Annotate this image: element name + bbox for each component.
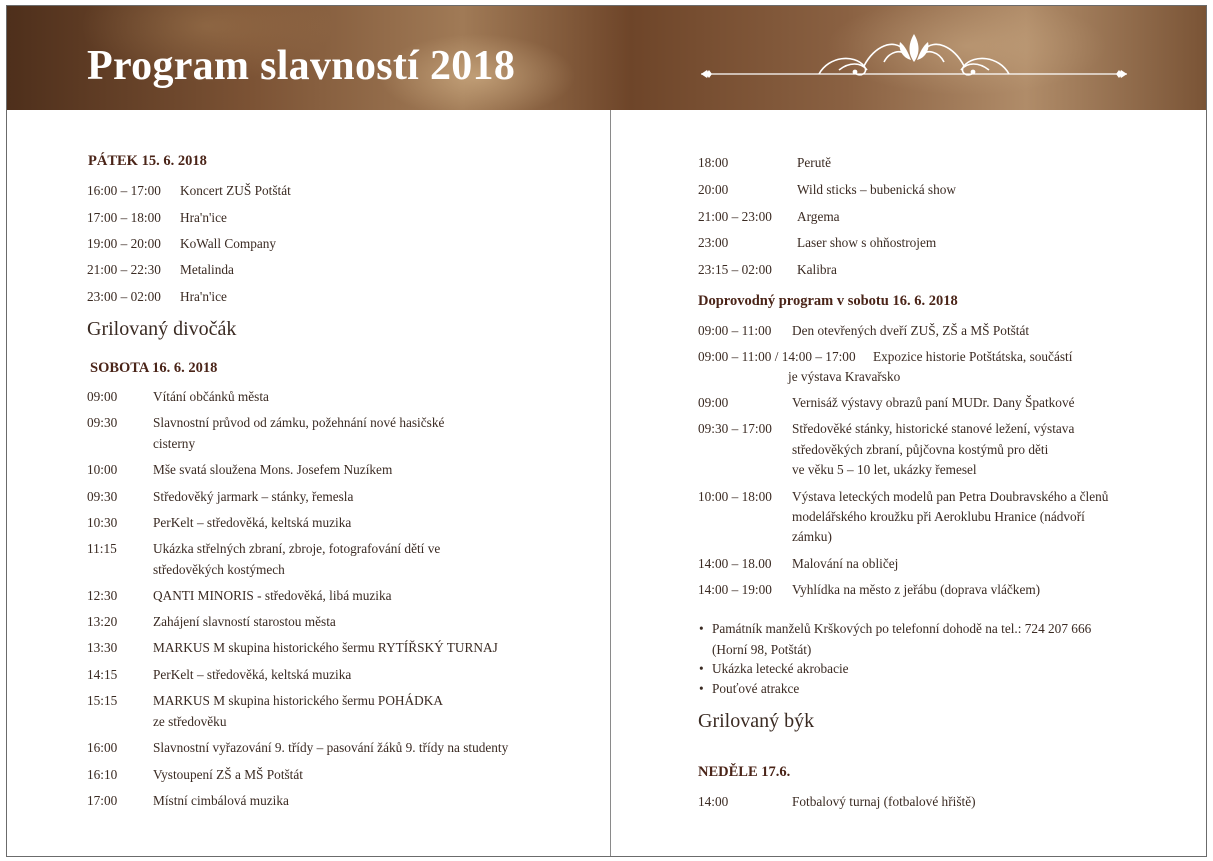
accompanying-time: 10:00 – 18:00: [698, 489, 772, 504]
saturday-time: 13:20: [87, 614, 118, 629]
bullet-item: • Ukázka letecké akrobacie: [712, 659, 849, 679]
saturday-evening-event: Argema: [797, 209, 840, 224]
saturday-time: 15:15: [87, 693, 118, 708]
accompanying-event-cont: ve věku 5 – 10 let, ukázky řemesel: [792, 462, 977, 477]
saturday-event-cont: středověkých kostýmech: [153, 562, 285, 577]
bullet-item-cont: (Horní 98, Potštát): [712, 642, 812, 657]
friday-event: Hra'n'ice: [180, 289, 227, 304]
saturday-time: 12:30: [87, 588, 118, 603]
friday-event: Hra'n'ice: [180, 210, 227, 225]
saturday-heading: SOBOTA 16. 6. 2018: [90, 360, 218, 376]
accompanying-event-cont: modelářského kroužku při Aeroklubu Hranice (nádvoří: [792, 509, 1085, 524]
saturday-evening-time: 20:00: [698, 182, 729, 197]
saturday-event: QANTI MINORIS - středověká, libá muzika: [153, 588, 392, 603]
accompanying-event: Výstava leteckých modelů pan Petra Doubravského a členů: [792, 489, 1109, 504]
accompanying-time: 09:30 – 17:00: [698, 421, 772, 436]
saturday-event: PerKelt – středověká, keltská muzika: [153, 515, 352, 530]
accompanying-event: Malování na obličej: [792, 556, 899, 571]
saturday-time: 13:30: [87, 640, 118, 655]
saturday-time: 10:00: [87, 462, 118, 477]
friday-event: KoWall Company: [180, 236, 277, 251]
flourish-ornament-icon: [689, 26, 1139, 88]
friday-time: 23:00 – 02:00: [87, 289, 161, 304]
saturday-event: Ukázka střelných zbraní, zbroje, fotografování dětí ve: [153, 541, 441, 556]
accompanying-heading: Doprovodný program v sobotu 16. 6. 2018: [698, 293, 958, 309]
accompanying-event-cont: je výstava Kravařsko: [788, 369, 901, 384]
accompanying-time: 09:00: [698, 395, 729, 410]
saturday-time: 10:30: [87, 515, 118, 530]
saturday-evening-event: Wild sticks – bubenická show: [797, 182, 957, 197]
friday-food: Grilovaný divočák: [87, 318, 237, 340]
friday-time: 16:00 – 17:00: [87, 183, 161, 198]
saturday-evening-event: Laser show s ohňostrojem: [797, 235, 937, 250]
saturday-time: 14:15: [87, 667, 118, 682]
saturday-event: Slavnostní vyřazování 9. třídy – pasování žáků 9. třídy na studenty: [153, 740, 509, 755]
accompanying-event: Vernisáž výstavy obrazů paní MUDr. Dany Špatkové: [792, 395, 1075, 410]
page-header: [7, 6, 1206, 110]
accompanying-event: Středověké stánky, historické stanové ležení, výstava: [792, 421, 1075, 436]
bullet-item: • Památník manželů Krškových po telefonní dohodě na tel.: 724 207 666: [712, 619, 1091, 639]
friday-event: Koncert ZUŠ Potštát: [180, 183, 291, 198]
program-sheet: [6, 5, 1207, 857]
saturday-time: 09:00: [87, 389, 118, 404]
friday-time: 21:00 – 22:30: [87, 262, 161, 277]
saturday-event: MARKUS M skupina historického šermu RYTÍŘSKÝ TURNAJ: [153, 640, 498, 655]
saturday-evening-event: Kalibra: [797, 262, 837, 277]
sunday-heading: NEDĚLE 17.6.: [698, 764, 791, 780]
saturday-event: PerKelt – středověká, keltská muzika: [153, 667, 352, 682]
saturday-time: 11:15: [87, 541, 117, 556]
saturday-event: MARKUS M skupina historického šermu POHÁDKA: [153, 693, 443, 708]
accompanying-event: Vyhlídka na město z jeřábu (doprava vláčkem): [792, 582, 1041, 597]
friday-heading: PÁTEK 15. 6. 2018: [88, 153, 207, 169]
friday-time: 17:00 – 18:00: [87, 210, 161, 225]
column-divider: [610, 110, 611, 857]
accompanying-time: 09:00 – 11:00: [698, 323, 772, 338]
saturday-event: Mše svatá sloužena Mons. Josefem Nuzíkem: [153, 462, 393, 477]
saturday-time: 16:10: [87, 767, 118, 782]
accompanying-event-cont: středověkých zbraní, půjčovna kostýmů pro děti: [792, 442, 1049, 457]
bullet-item: • Pouťové atrakce: [712, 679, 799, 699]
saturday-food: Grilovaný býk: [698, 710, 815, 732]
accompanying-event: Expozice historie Potštátska, součástí: [873, 349, 1073, 364]
saturday-time: 17:00: [87, 793, 118, 808]
saturday-event: Zahájení slavností starostou města: [153, 614, 336, 629]
page-title: Program slavností 2018: [87, 43, 516, 89]
saturday-time: 09:30: [87, 415, 118, 430]
accompanying-time: 14:00 – 18.00: [698, 556, 772, 571]
saturday-event: Slavnostní průvod od zámku, požehnání nové hasičské: [153, 415, 445, 430]
saturday-evening-time: 23:15 – 02:00: [698, 262, 772, 277]
accompanying-time: 09:00 – 11:00 / 14:00 – 17:00: [698, 349, 856, 364]
friday-time: 19:00 – 20:00: [87, 236, 161, 251]
saturday-evening-time: 23:00: [698, 235, 729, 250]
saturday-evening-time: 21:00 – 23:00: [698, 209, 772, 224]
saturday-evening-time: 18:00: [698, 155, 729, 170]
accompanying-event-cont: zámku): [792, 529, 832, 544]
saturday-event: Vítání občánků města: [153, 389, 269, 404]
saturday-evening-event: Perutě: [797, 155, 831, 170]
accompanying-event: Den otevřených dveří ZUŠ, ZŠ a MŠ Potštát: [792, 323, 1030, 338]
saturday-time: 16:00: [87, 740, 118, 755]
sunday-time: 14:00: [698, 794, 729, 809]
saturday-event: Místní cimbálová muzika: [153, 793, 289, 808]
saturday-time: 09:30: [87, 489, 118, 504]
accompanying-time: 14:00 – 19:00: [698, 582, 772, 597]
sunday-event: Fotbalový turnaj (fotbalové hřiště): [792, 794, 976, 809]
saturday-event-cont: ze středověku: [153, 714, 227, 729]
saturday-event: Vystoupení ZŠ a MŠ Potštát: [153, 767, 303, 782]
friday-event: Metalinda: [180, 262, 234, 277]
saturday-event-cont: cisterny: [153, 436, 196, 451]
saturday-event: Středověký jarmark – stánky, řemesla: [153, 489, 354, 504]
